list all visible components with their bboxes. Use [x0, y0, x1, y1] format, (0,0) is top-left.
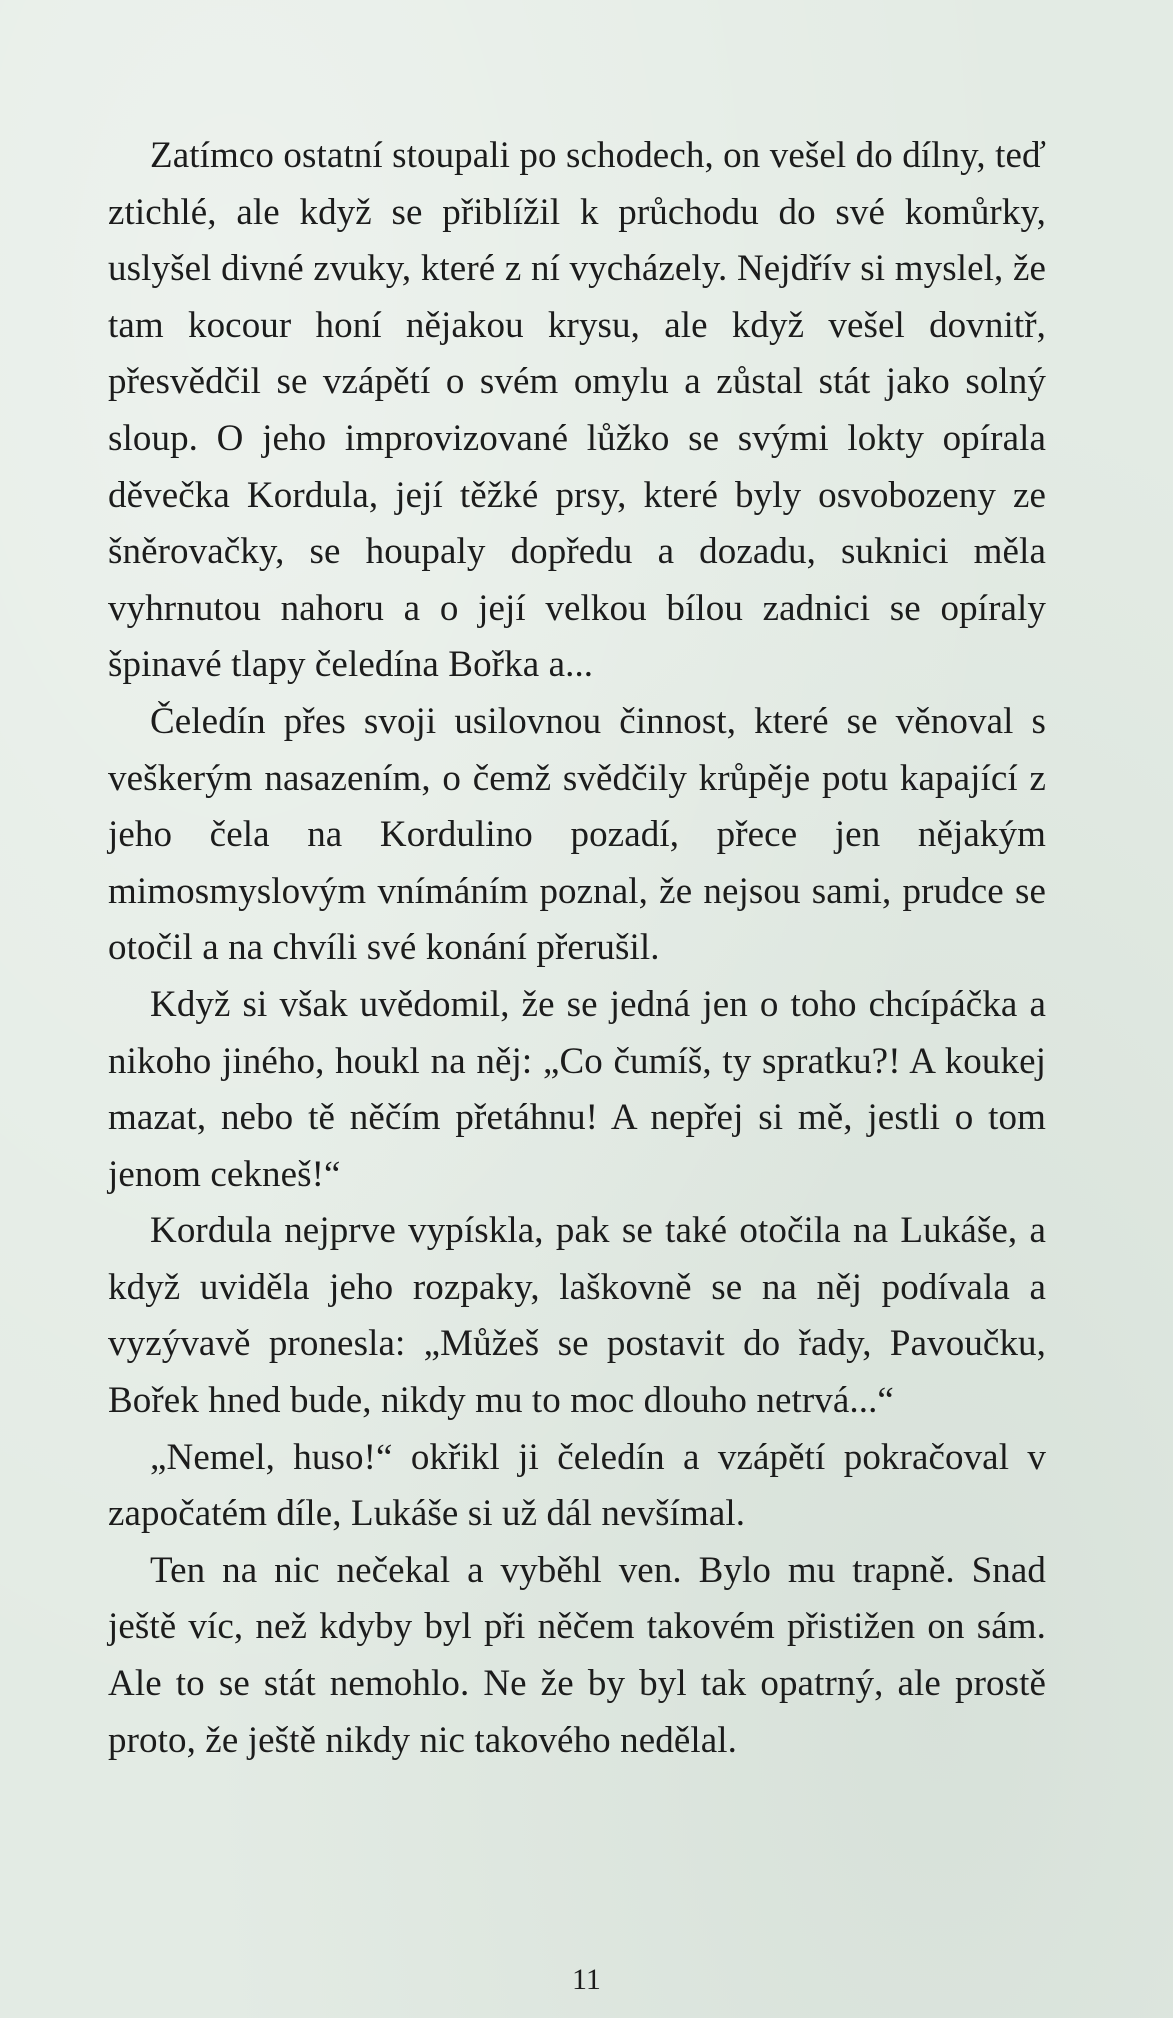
paragraph-6: Ten na nic nečekal a vyběhl ven. Bylo mu trapně. Snad ještě víc, než kdyby byl při něčem takovém přistižen on sám. Ale to se stát nemohlo. Ne že by byl tak opatrný, ale prostě proto, že ještě nikdy nic takového nedělal. — [108, 1549, 1046, 1761]
paragraph-2: Čeledín přes svoji usilovnou činnost, které se věnoval s veškerým nasazením, o čemž svědčily krůpěje potu kapající z jeho čela na Kordulino pozadí, přece jen nějakým mimosmyslovým vnímáním poznal, že nejsou sami, prudce se otočil a na chvíli své konání přerušil. — [108, 700, 1046, 969]
body-text — [108, 128, 1046, 1769]
paragraph-3: Když si však uvědomil, že se jedná jen o toho chcípáčka a nikoho jiného, houkl na něj: „Co čumíš, ty spratku?! A koukej mazat, nebo tě něčím přetáhnu! A nepřej si mě, jestli o tom jenom cekneš!“ — [108, 983, 1046, 1195]
paragraph-5: „Nemel, huso!“ okřikl ji čeledín a vzápětí pokračoval v započatém díle, Lukáše si už dál nevšímal. — [108, 1436, 1046, 1535]
page-number: 11 — [572, 1963, 601, 1996]
paragraph-4: Kordula nejprve vypískla, pak se také otočila na Lukáše, a když uviděla jeho rozpaky, laškovně se na něj podívala a vyzývavě pronesla: „Můžeš se postavit do řady, Pavoučku, Bořek hned bude, nikdy mu to moc dlouho netrvá...“ — [108, 1210, 1046, 1422]
paragraph-1: Zatímco ostatní stoupali po schodech, on vešel do dílny, teď ztichlé, ale když se přiblížil k průchodu do své komůrky, uslyšel divné zvuky, které z ní vycházely. Nejdřív si myslel, že tam kocour honí nějakou krysu, ale když vešel dovnitř, přesvědčil se vzápětí o svém omylu a zůstal stát jako solný sloup. O jeho improvizované lůžko se svými lokty opírala děvečka Kordula, její těžké prsy, které byly osvobozeny ze šněrovačky, se houpaly dopředu a dozadu, suknici měla vyhrnutou nahoru a o její velkou bílou zadnici se opíraly špinavé tlapy čeledína Bořka a... — [108, 135, 1046, 686]
